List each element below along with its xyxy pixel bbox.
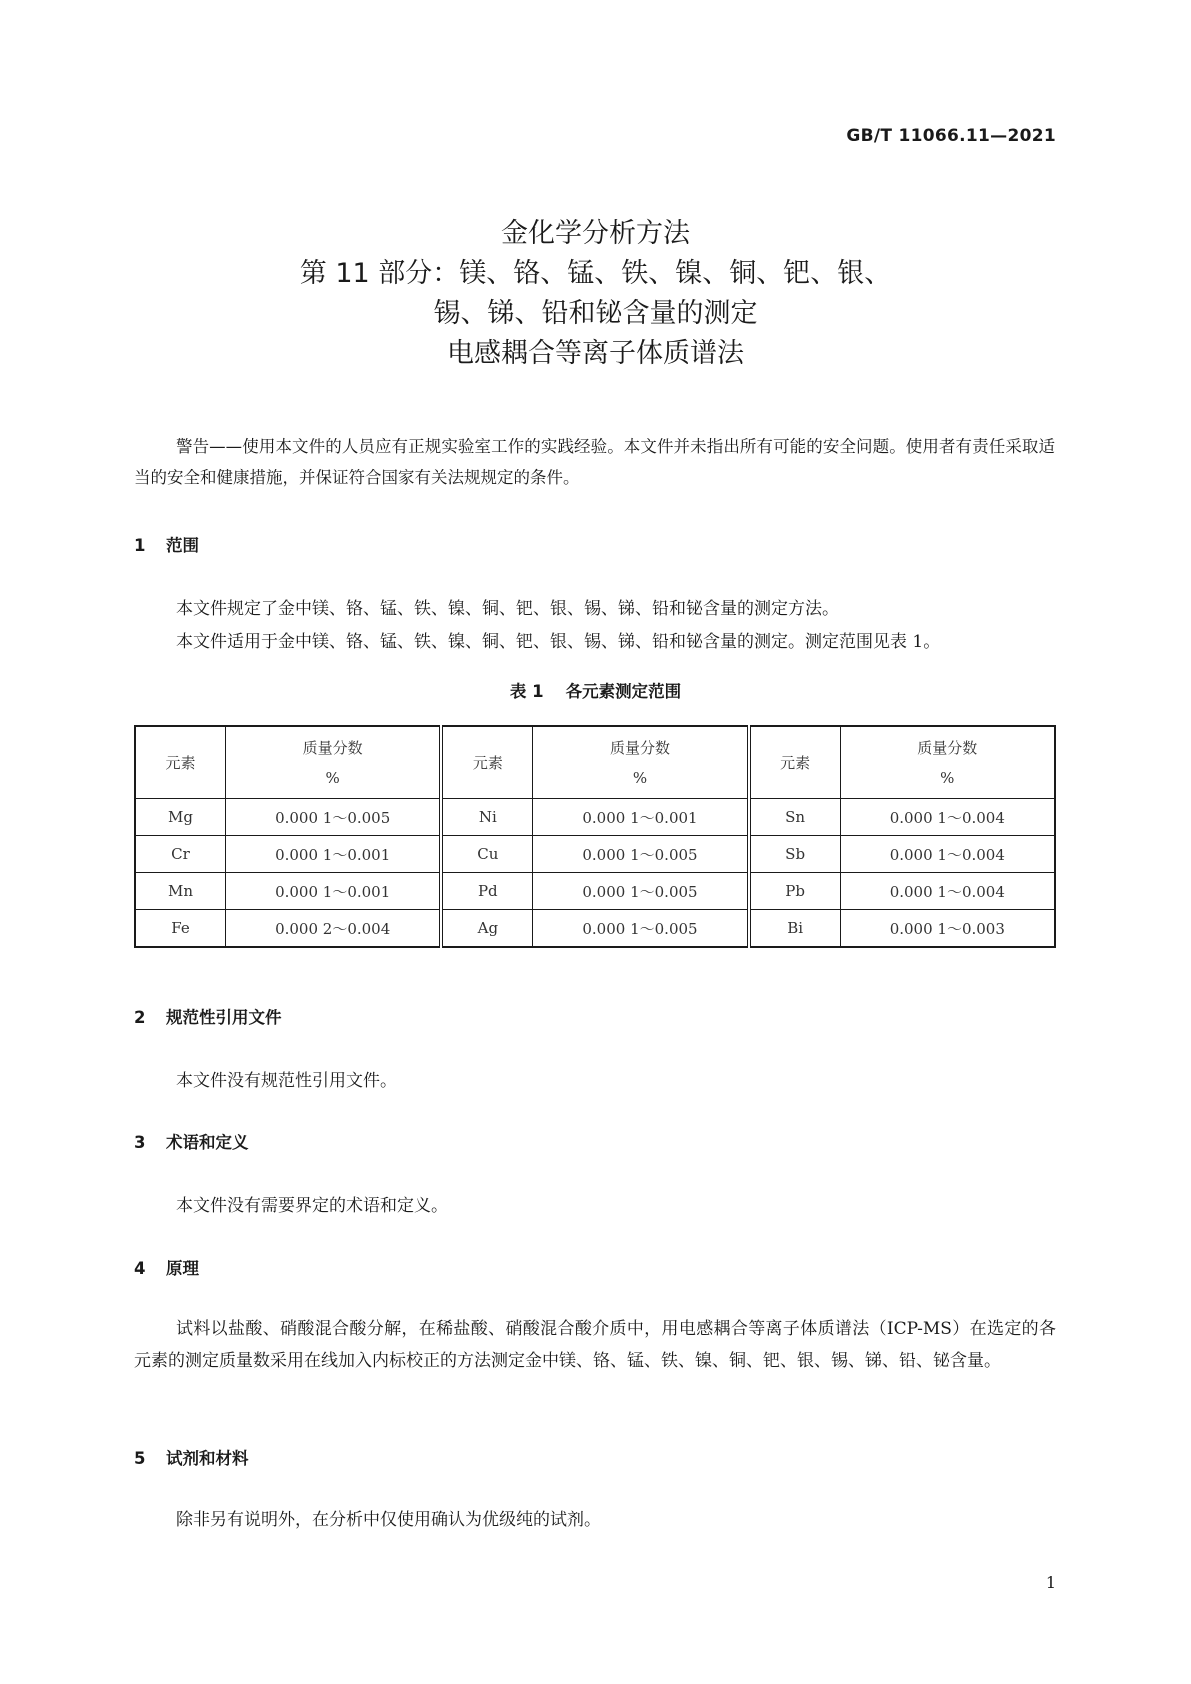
section-heading-4: [134, 1255, 199, 1279]
section-title: 试剂和材料: [166, 1449, 249, 1468]
paragraph: 除非另有说明外，在分析中仅使用确认为优级纯的试剂。: [176, 1510, 601, 1530]
range-cell: 0.000 1～0.005: [533, 836, 749, 873]
section-heading-3: [134, 1129, 249, 1153]
element-cell: Sn: [749, 799, 840, 836]
element-cell: Mg: [135, 799, 226, 836]
title-line: 第 11 部分：镁、铬、锰、铁、镍、铜、钯、银、: [299, 258, 892, 289]
table-row: [135, 873, 1055, 910]
element-cell: Ag: [441, 910, 532, 948]
element-cell: Fe: [135, 910, 226, 948]
table-caption: [0, 678, 1191, 702]
section-number: 2: [134, 1008, 146, 1027]
range-cell: 0.000 1～0.001: [226, 873, 442, 910]
table-row: [135, 836, 1055, 873]
range-cell: 0.000 1～0.005: [533, 910, 749, 948]
paragraph: 本文件适用于金中镁、铬、锰、铁、镍、铜、钯、银、锡、锑、铅和铋含量的测定。测定范围见表 1。: [176, 632, 941, 652]
section-title: 术语和定义: [166, 1133, 249, 1152]
title-line: 锡、锑、铅和铋含量的测定: [433, 298, 758, 329]
paragraph: 本文件规定了金中镁、铬、锰、铁、镍、铜、钯、银、锡、锑、铅和铋含量的测定方法。: [176, 599, 839, 619]
element-cell: Mn: [135, 873, 226, 910]
title-line: 金化学分析方法: [501, 218, 690, 249]
paragraph: 本文件没有需要界定的术语和定义。: [176, 1196, 448, 1216]
paragraph: 本文件没有规范性引用文件。: [176, 1071, 397, 1091]
standard-code: GB/T 11066.11—2021: [846, 126, 1056, 146]
element-cell: Bi: [749, 910, 840, 948]
element-cell: Sb: [749, 836, 840, 873]
table-caption-label: 表 1: [509, 682, 544, 701]
document-title: [0, 214, 1191, 374]
table-row: [135, 910, 1055, 948]
element-cell: Pd: [441, 873, 532, 910]
range-cell: 0.000 1～0.004: [840, 799, 1055, 836]
section-title: 原理: [166, 1259, 199, 1278]
range-cell: 0.000 1～0.003: [840, 910, 1055, 948]
range-cell: 0.000 2～0.004: [226, 910, 442, 948]
range-cell: 0.000 1～0.001: [226, 836, 442, 873]
element-cell: Ni: [441, 799, 532, 836]
range-cell: 0.000 1～0.005: [226, 799, 442, 836]
warning-text: 警告——使用本文件的人员应有正规实验室工作的实践经验。本文件并未指出所有可能的安全问题。使用者有责任采取适当的安全和健康措施，并保证符合国家有关法规规定的条件。: [134, 437, 1055, 487]
header-element: 元素: [441, 726, 532, 799]
element-cell: Pb: [749, 873, 840, 910]
element-cell: Cr: [135, 836, 226, 873]
section-number: 4: [134, 1259, 146, 1278]
title-line: 电感耦合等离子体质谱法: [447, 338, 744, 369]
element-cell: Cu: [441, 836, 532, 873]
header-mass-fraction: 质量分数 %: [226, 726, 442, 799]
header-mass-fraction: 质量分数 %: [533, 726, 749, 799]
table-row: [135, 799, 1055, 836]
header-element: 元素: [135, 726, 226, 799]
range-cell: 0.000 1～0.005: [533, 873, 749, 910]
section-number: 5: [134, 1449, 146, 1468]
section-title: 规范性引用文件: [166, 1008, 282, 1027]
section-title: 范围: [166, 536, 199, 555]
table-header-row: [135, 726, 1055, 799]
section-heading-2: [134, 1004, 282, 1028]
range-cell: 0.000 1～0.001: [533, 799, 749, 836]
header-mass-fraction: 质量分数 %: [840, 726, 1055, 799]
page-number: 1: [1045, 1573, 1056, 1592]
header-element: 元素: [749, 726, 840, 799]
section-number: 1: [134, 536, 146, 555]
range-cell: 0.000 1～0.004: [840, 873, 1055, 910]
paragraph: 试料以盐酸、硝酸混合酸分解，在稀盐酸、硝酸混合酸介质中，用电感耦合等离子体质谱法（ICP-MS）在选定的各元素的测定质量数采用在线加入内标校正的方法测定金中镁、铬、锰、铁、镍、铜、钯、银、锡、锑、铅、铋含量。: [134, 1319, 1056, 1371]
element-range-table: [134, 725, 1056, 948]
section-heading-5: [134, 1445, 249, 1469]
section-number: 3: [134, 1133, 146, 1152]
section-heading-1: [134, 532, 199, 556]
range-cell: 0.000 1～0.004: [840, 836, 1055, 873]
table-caption-title: 各元素测定范围: [565, 682, 682, 701]
